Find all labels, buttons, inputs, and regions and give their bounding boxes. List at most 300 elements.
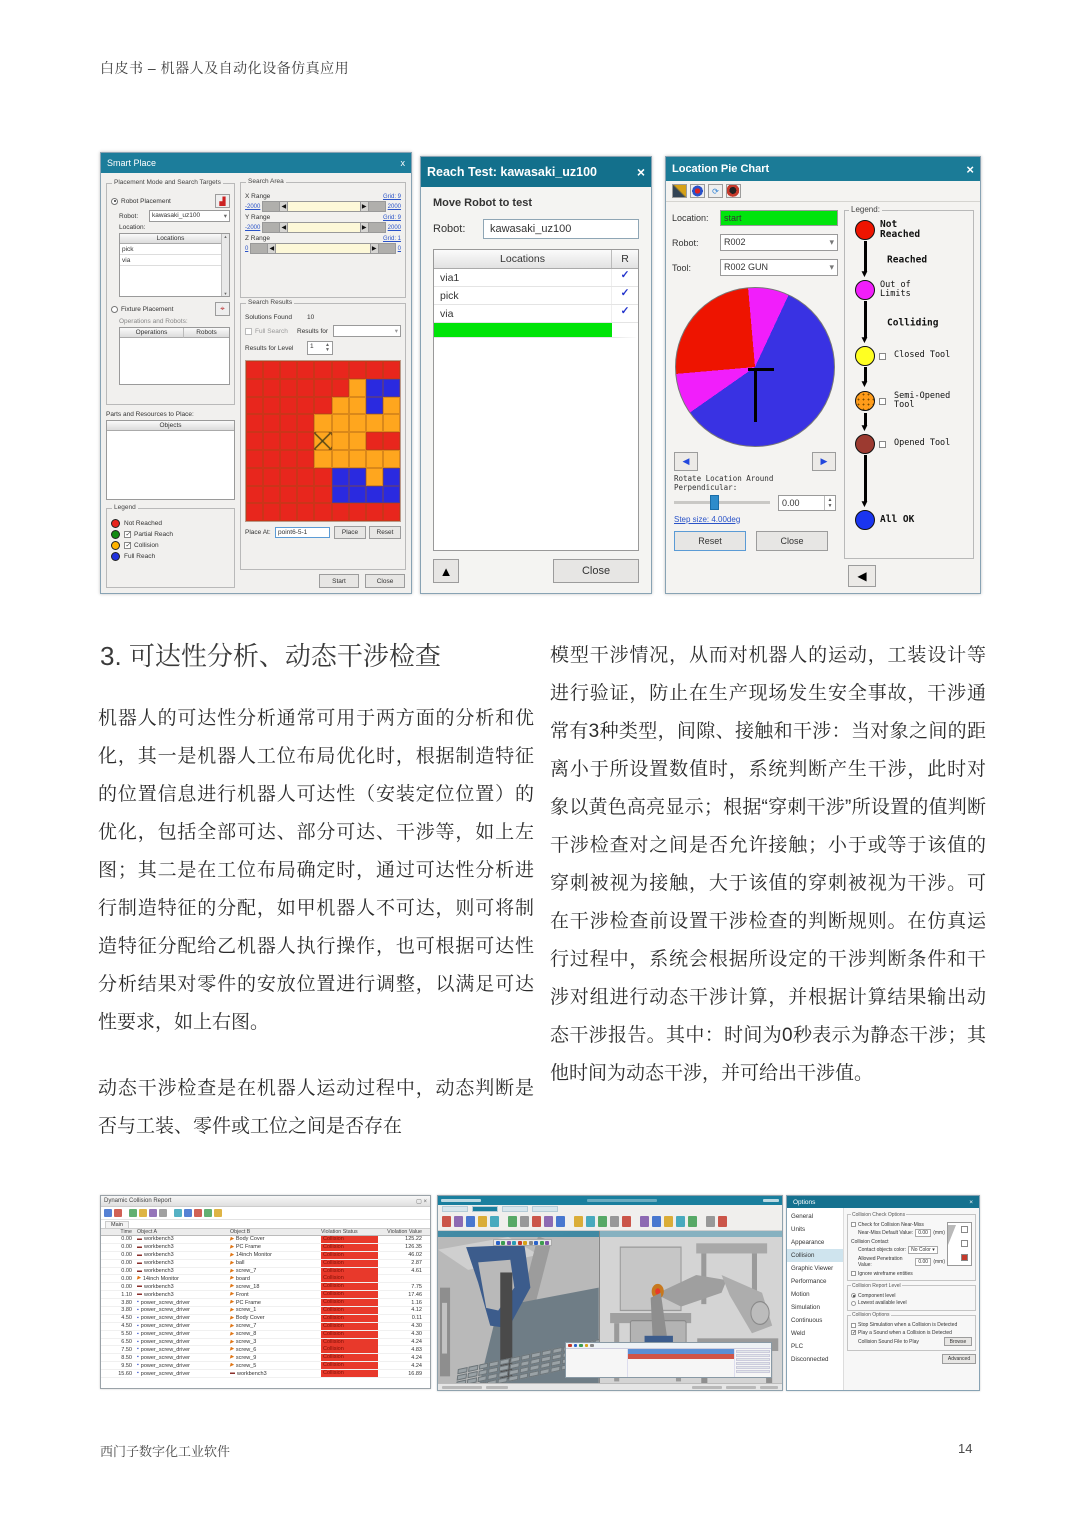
solutions-found-label: Solutions Found (245, 314, 292, 321)
robot-dropdown[interactable]: kawasaki_uz100 ▾ (149, 210, 230, 222)
placement-grid-cell[interactable] (246, 361, 263, 379)
collision-report-row[interactable] (101, 1275, 430, 1283)
pie-legend-arrow (847, 415, 971, 431)
toolbar-icon[interactable] (129, 1209, 137, 1217)
ribbon-icon[interactable] (520, 1216, 529, 1227)
reach-test-titlebar[interactable] (421, 157, 651, 187)
pie-chart-titlebar[interactable] (666, 157, 980, 181)
toolbar-icon[interactable] (149, 1209, 157, 1217)
placement-grid-cell[interactable] (280, 379, 297, 397)
collision-report-row[interactable] (101, 1291, 430, 1299)
placement-grid-cell[interactable] (246, 503, 263, 521)
cell-time: 0.00 (121, 1283, 132, 1290)
cell-time: 7.50 (121, 1346, 132, 1353)
cell-violation-value: 16.89 (408, 1370, 422, 1377)
placement-grid-cell[interactable] (263, 450, 280, 468)
object-type-icon: ▶ (230, 1260, 234, 1266)
placement-grid-cell[interactable] (314, 503, 331, 521)
pie-close-button[interactable]: Close (756, 531, 828, 551)
toolbar-icon[interactable] (214, 1209, 222, 1217)
objects-table[interactable] (106, 420, 235, 500)
placement-grid-cell[interactable] (332, 414, 349, 432)
placement-grid-cell[interactable] (332, 503, 349, 521)
pie-legend-caption: Legend: (851, 205, 880, 214)
placement-grid-cell[interactable] (246, 450, 263, 468)
reach-table-row[interactable] (434, 305, 638, 323)
cell-time: 1.10 (121, 1291, 132, 1298)
smart-place-close-button[interactable]: Close (365, 574, 405, 588)
cell-violation-value: 4.12 (411, 1307, 422, 1314)
column-object-b[interactable]: Object B (230, 1229, 251, 1235)
placement-grid-cell[interactable] (366, 397, 383, 415)
location-name: via (434, 305, 612, 322)
ribbon-icon[interactable] (490, 1216, 499, 1227)
ribbon-toolbar[interactable] (438, 1205, 782, 1231)
pie-legend-label: Opened Tool (894, 438, 951, 449)
stop-simulation-checkbox[interactable] (851, 1323, 856, 1328)
play-sound-checkbox[interactable] (851, 1330, 856, 1335)
placement-grid-cell[interactable] (314, 486, 331, 504)
placement-grid-cell[interactable] (383, 379, 400, 397)
range-min-link[interactable]: -2000 (245, 224, 261, 231)
placement-result-grid[interactable] (245, 360, 401, 522)
ribbon-icon[interactable] (544, 1216, 553, 1227)
placement-grid-cell[interactable] (349, 503, 366, 521)
placement-grid-cell[interactable] (280, 397, 297, 415)
tool-dropdown[interactable]: R002 GUN ▾ (720, 259, 838, 276)
toolbar-icon[interactable] (104, 1209, 112, 1217)
robot-placement-radio[interactable]: Robot Placement (111, 198, 171, 205)
location-input[interactable]: start (720, 210, 838, 226)
placement-grid-cell[interactable] (246, 432, 263, 450)
range-max-link[interactable]: 0 (397, 245, 401, 252)
collision-report-row[interactable] (101, 1252, 430, 1260)
ribbon-icon[interactable] (718, 1216, 727, 1227)
collision-report-title: Dynamic Collision Report (104, 1198, 172, 1204)
reach-table-row[interactable] (434, 287, 638, 305)
contact-color-dropdown[interactable]: No Color ▾ (908, 1246, 938, 1254)
placement-grid-cell[interactable] (366, 450, 383, 468)
locations-scrollbar[interactable]: ▲ ▼ (221, 234, 229, 296)
ribbon-icon[interactable] (706, 1216, 715, 1227)
collision-report-row[interactable] (101, 1283, 430, 1291)
viewport-tool-icon[interactable] (540, 1241, 544, 1245)
window-controls-icons[interactable]: ▢ × (416, 1198, 427, 1205)
placement-grid-cell[interactable] (349, 486, 366, 504)
collision-report-row[interactable] (101, 1354, 430, 1362)
collision-report-row[interactable] (101, 1323, 430, 1331)
placement-grid-cell[interactable] (297, 414, 314, 432)
placement-grid-cell[interactable] (263, 503, 280, 521)
placement-grid-cell[interactable] (383, 450, 400, 468)
placement-grid-cell[interactable] (366, 379, 383, 397)
legend-label: Partial Reach (134, 531, 174, 538)
legend-checkbox[interactable] (124, 542, 131, 549)
grid-count-link[interactable]: Grid: 9 (382, 193, 401, 200)
cell-time: 5.50 (121, 1331, 132, 1338)
refresh-pie-icon[interactable] (690, 184, 705, 198)
placement-grid-cell[interactable] (263, 361, 280, 379)
collision-report-titlebar[interactable] (101, 1196, 430, 1207)
object-type-icon: ▶ (230, 1354, 234, 1361)
collision-report-row[interactable] (101, 1244, 430, 1252)
placement-grid-cell[interactable] (280, 414, 297, 432)
app-titlebar (438, 1196, 782, 1205)
sidebar-item-weld[interactable]: Weld (791, 1330, 805, 1337)
solutions-found-value: 10 (307, 314, 315, 321)
object-type-icon: ▪ (137, 1331, 139, 1337)
placement-grid-cell[interactable] (280, 432, 297, 450)
advanced-button[interactable]: Advanced (942, 1354, 976, 1364)
range-max-link[interactable]: 2000 (387, 224, 401, 231)
placement-grid-cell[interactable] (263, 414, 280, 432)
rotation-slider[interactable] (674, 501, 770, 504)
pie-legend-node (847, 431, 971, 457)
placement-grid-cell[interactable] (280, 486, 297, 504)
robot-settings-icon[interactable] (726, 184, 741, 198)
ribbon-icon[interactable] (454, 1216, 463, 1227)
sidebar-item-collision[interactable]: Collision (787, 1249, 843, 1262)
placement-grid-cell[interactable] (349, 468, 366, 486)
ribbon-icon[interactable] (478, 1216, 487, 1227)
placement-grid-cell[interactable] (246, 414, 263, 432)
toolbar-icon[interactable] (204, 1209, 212, 1217)
placement-grid-cell[interactable] (349, 450, 366, 468)
start-button[interactable]: Start (319, 574, 359, 588)
grid-count-link[interactable]: Grid: 1 (382, 235, 401, 242)
ribbon-icon[interactable] (622, 1216, 631, 1227)
placement-grid-cell[interactable] (246, 397, 263, 415)
collision-viewer-panel[interactable] (565, 1342, 771, 1378)
grid-count-link[interactable]: Grid: 9 (382, 214, 401, 221)
placement-grid-cell[interactable] (332, 379, 349, 397)
cell-object-b: ▶ screw_3 (230, 1339, 257, 1346)
placement-grid-cell[interactable] (280, 503, 297, 521)
viewport-toolbar[interactable] (493, 1239, 553, 1246)
locations-list[interactable] (119, 233, 230, 297)
near-miss-value[interactable]: 0.00 (915, 1229, 931, 1237)
cell-violation-status: Collision (321, 1260, 378, 1267)
column-violation-status[interactable]: Violation Status (321, 1229, 358, 1235)
cell-object-a: ▪ power_screw_driver (137, 1370, 190, 1377)
placement-grid-cell[interactable] (366, 414, 383, 432)
operations-table[interactable] (119, 327, 230, 385)
placement-grid-cell[interactable] (332, 468, 349, 486)
ribbon-icon[interactable] (640, 1216, 649, 1227)
range-slider[interactable]: ◀ ▶ (262, 201, 385, 212)
object-type-icon: ▪ (137, 1323, 139, 1329)
placement-grid-cell[interactable] (297, 468, 314, 486)
ribbon-icon[interactable] (574, 1216, 583, 1227)
range-label: Z Range (245, 235, 270, 242)
range-min-link[interactable]: -2000 (245, 203, 261, 210)
collision-report-row[interactable] (101, 1260, 430, 1268)
viewport-tool-icon[interactable] (534, 1241, 538, 1245)
range-min-link[interactable]: 0 (245, 245, 249, 252)
cell-object-a: ▬ workbench3 (137, 1268, 174, 1274)
collision-report-toolbar[interactable] (101, 1207, 430, 1220)
robot-dropdown[interactable]: R002 ▾ (720, 234, 838, 251)
sidebar-item-simulation[interactable]: Simulation (791, 1304, 820, 1311)
sidebar-item-motion[interactable]: Motion (791, 1291, 810, 1298)
fixture-placement-icon[interactable]: ⌖ (215, 302, 230, 316)
ribbon-icon[interactable] (598, 1216, 607, 1227)
fixture-placement-radio[interactable]: Fixture Placement (111, 306, 173, 313)
placement-grid-cell[interactable] (297, 397, 314, 415)
placement-grid-cell[interactable] (314, 379, 331, 397)
viewport-tool-icon[interactable] (518, 1241, 522, 1245)
placement-grid-cell[interactable] (246, 486, 263, 504)
placement-grid-cell[interactable] (280, 468, 297, 486)
cell-object-b: ▶ Body Cover (230, 1315, 265, 1322)
placement-grid-cell[interactable] (263, 397, 280, 415)
range-slider[interactable]: ◀ ▶ (250, 243, 395, 254)
lowest-level-radio[interactable] (851, 1301, 856, 1306)
results-for-dropdown[interactable]: ▾ (333, 325, 401, 337)
sidebar-item-continuous[interactable]: Continuous (791, 1317, 823, 1324)
ribbon-icon[interactable] (676, 1216, 685, 1227)
placement-grid-cell[interactable] (332, 450, 349, 468)
range-slider[interactable]: ◀ ▶ (262, 222, 385, 233)
collision-report-row[interactable] (101, 1346, 430, 1354)
placement-grid-cell[interactable] (349, 379, 366, 397)
place-at-label: Place At: (245, 529, 271, 537)
placement-grid-cell[interactable] (314, 450, 331, 468)
pie-reset-button[interactable]: Reset (674, 531, 746, 551)
viewport-tool-icon[interactable] (523, 1241, 527, 1245)
toolbar-icon[interactable] (184, 1209, 192, 1217)
placement-grid-cell[interactable] (349, 414, 366, 432)
placement-grid-cell[interactable] (383, 361, 400, 379)
cell-object-a: ▬ workbench3 (137, 1283, 174, 1290)
placement-grid-cell[interactable] (332, 397, 349, 415)
jump-to-location-icon[interactable]: ▲ (433, 559, 459, 583)
placement-grid-cell[interactable] (349, 361, 366, 379)
placement-grid-cell[interactable] (314, 414, 331, 432)
ribbon-icon[interactable] (508, 1216, 517, 1227)
cell-violation-value: 125.22 (405, 1236, 422, 1243)
placement-grid-cell[interactable] (280, 450, 297, 468)
ribbon-icon[interactable] (586, 1216, 595, 1227)
reach-test-close-button[interactable]: Close (553, 559, 639, 583)
ribbon-icon[interactable] (664, 1216, 673, 1227)
pie-legend-checkbox[interactable] (879, 353, 886, 360)
placement-grid-cell[interactable] (383, 503, 400, 521)
placement-grid-cell[interactable] (383, 432, 400, 450)
range-slider-row (245, 243, 401, 254)
close-icon[interactable]: × (969, 1198, 973, 1206)
toolbar-icon[interactable] (194, 1209, 202, 1217)
pie-legend-color-dot (855, 220, 875, 240)
placement-grid-cell[interactable] (383, 414, 400, 432)
collision-report-row[interactable] (101, 1370, 430, 1378)
ribbon-icon[interactable] (610, 1216, 619, 1227)
range-slider-row (245, 222, 401, 233)
viewport-tool-icon[interactable] (512, 1241, 516, 1245)
placement-grid-cell[interactable] (263, 379, 280, 397)
viewport-tool-icon[interactable] (529, 1241, 533, 1245)
placement-grid-cell[interactable] (349, 397, 366, 415)
column-object-a[interactable]: Object A (137, 1229, 158, 1235)
close-icon[interactable]: x (400, 158, 405, 168)
wireframe-checkbox[interactable] (851, 1271, 856, 1276)
page-number: 14 (958, 1441, 973, 1456)
step-size-link[interactable]: Step size: 4.00deg (674, 514, 741, 524)
cell-violation-status: Collision (321, 1362, 378, 1369)
placement-grid-cell[interactable] (263, 468, 280, 486)
legend-label: Collision (134, 542, 159, 549)
previous-location-icon[interactable]: ◀ (848, 565, 876, 587)
placement-grid-cell[interactable] (332, 361, 349, 379)
rotate-left-button[interactable]: ◀ (674, 452, 698, 471)
collision-report-row[interactable] (101, 1299, 430, 1307)
sidebar-item-graphic-viewer[interactable]: Graphic Viewer (791, 1265, 834, 1272)
ribbon-icon[interactable] (556, 1216, 565, 1227)
ribbon-icon[interactable] (466, 1216, 475, 1227)
toolbar-icon[interactable] (159, 1209, 167, 1217)
ribbon-icon[interactable] (652, 1216, 661, 1227)
placement-grid-cell[interactable] (314, 361, 331, 379)
placement-grid-cell[interactable] (383, 468, 400, 486)
placement-grid-cell[interactable] (383, 486, 400, 504)
placement-grid-cell[interactable] (314, 468, 331, 486)
toolbar-icon[interactable] (174, 1209, 182, 1217)
sidebar-item-appearance[interactable]: Appearance (791, 1239, 825, 1246)
placement-grid-cell[interactable] (332, 486, 349, 504)
cell-time: 0.00 (121, 1236, 132, 1243)
placement-grid-cell[interactable] (263, 432, 280, 450)
collision-report-row[interactable] (101, 1362, 430, 1370)
placement-grid-cell[interactable] (246, 468, 263, 486)
pie-legend-label: Closed Tool (894, 350, 951, 361)
pie-legend-node (847, 507, 971, 533)
viewport-tool-icon[interactable] (501, 1241, 505, 1245)
placement-grid-cell[interactable] (280, 361, 297, 379)
collision-report-row[interactable] (101, 1236, 430, 1244)
selected-location-highlight[interactable] (434, 323, 638, 338)
tab-main[interactable]: Main (105, 1221, 129, 1228)
smart-place-titlebar[interactable] (101, 153, 411, 173)
placement-grid-cell[interactable] (263, 486, 280, 504)
object-type-icon: ▶ (230, 1315, 234, 1321)
placement-grid-cell[interactable] (366, 503, 383, 521)
pie-legend-checkbox[interactable] (879, 441, 886, 448)
sidebar-item-disconnected[interactable]: Disconnected (791, 1356, 829, 1363)
placement-grid-cell[interactable] (297, 432, 314, 450)
reach-table-row[interactable] (434, 269, 638, 287)
placement-grid-cell[interactable] (349, 432, 366, 450)
reset-button[interactable]: Reset (369, 526, 401, 539)
collision-report-row[interactable] (101, 1331, 430, 1339)
rotate-right-button[interactable]: ▶ (812, 452, 836, 471)
browse-button[interactable]: Browse (944, 1337, 972, 1346)
placement-grid-cell[interactable] (297, 486, 314, 504)
collision-report-row[interactable] (101, 1307, 430, 1315)
edit-icon[interactable] (672, 184, 687, 198)
viewport-tool-icon[interactable] (545, 1241, 549, 1245)
ribbon-icon[interactable] (442, 1216, 451, 1227)
object-type-icon: ▶ (230, 1252, 234, 1258)
angle-spinner[interactable]: 0.00 ▲ ▼ (778, 495, 836, 511)
place-at-input[interactable]: point6-5-1 (275, 527, 330, 538)
collision-check-options-group: Collision Check Options Check for Collision Near-Miss Near-Miss Default Value: 0.00 (mm) Collision Contact Contact objects color: No Color ▾ Allowed Penetration Value: 0.00 (mm) Ignore wireframe entities (847, 1214, 976, 1281)
full-search-checkbox[interactable]: Full Search (245, 328, 297, 335)
collision-report-row[interactable] (101, 1268, 430, 1276)
near-miss-checkbox[interactable] (851, 1222, 856, 1227)
options-titlebar[interactable] (787, 1196, 979, 1208)
range-header (245, 235, 401, 242)
rotate-icon[interactable]: ⟳ (708, 184, 723, 198)
sidebar-item-general[interactable]: General (791, 1213, 814, 1220)
placement-grid-cell[interactable] (314, 432, 331, 450)
collision-report-row[interactable] (101, 1339, 430, 1347)
placement-grid-cell[interactable] (366, 361, 383, 379)
location-list-item[interactable]: via (120, 255, 221, 266)
cell-object-b: ▶ screw_8 (230, 1331, 257, 1338)
robot-input[interactable]: kawasaki_uz100 (483, 219, 639, 239)
placement-grid-cell[interactable] (314, 397, 331, 415)
placement-grid-cell[interactable] (297, 450, 314, 468)
cell-object-b: ▶ 14inch Monitor (230, 1252, 272, 1259)
viewport-tool-icon[interactable] (507, 1241, 511, 1245)
placement-grid-cell[interactable] (332, 432, 349, 450)
options-sidebar[interactable] (787, 1208, 844, 1390)
ribbon-icon[interactable] (532, 1216, 541, 1227)
placement-grid-cell[interactable] (366, 468, 383, 486)
cell-time: 4.50 (121, 1315, 132, 1322)
legend-checkbox[interactable] (124, 531, 131, 538)
reach-locations-table[interactable] (433, 249, 639, 551)
close-icon[interactable]: × (966, 161, 974, 177)
column-violation-value[interactable]: Violation Value (387, 1229, 422, 1235)
collision-report-row[interactable] (101, 1315, 430, 1323)
placement-grid-cell[interactable] (366, 432, 383, 450)
sidebar-item-units[interactable]: Units (791, 1226, 806, 1233)
reached-check-icon: ✓ (620, 287, 630, 299)
cell-object-a: ▪ power_screw_driver (137, 1299, 190, 1306)
placement-grid-cell[interactable] (246, 379, 263, 397)
placement-grid-cell[interactable] (297, 503, 314, 521)
sidebar-item-performance[interactable]: Performance (791, 1278, 827, 1285)
range-max-link[interactable]: 2000 (387, 203, 401, 210)
column-time[interactable]: Time (120, 1229, 132, 1235)
toolbar-icon[interactable] (139, 1209, 147, 1217)
cell-violation-value: 46.02 (408, 1252, 422, 1259)
results-level-spinner[interactable]: 1 ▲ ▼ (307, 341, 333, 355)
viewport-tool-icon[interactable] (496, 1241, 500, 1245)
legend-item (111, 519, 230, 528)
body-text-left-column (98, 700, 534, 1174)
placement-grid-cell[interactable] (297, 379, 314, 397)
component-level-radio[interactable] (851, 1293, 856, 1298)
close-icon[interactable]: × (636, 164, 645, 180)
ribbon-icon[interactable] (688, 1216, 697, 1227)
placement-grid-cell[interactable] (297, 361, 314, 379)
location-list-item[interactable]: pick (120, 244, 221, 255)
location-pie-chart[interactable] (672, 284, 838, 450)
placement-grid-cell[interactable] (366, 486, 383, 504)
place-button[interactable]: Place (334, 526, 366, 539)
cell-object-b: ▶ PC Frame (230, 1244, 261, 1251)
penetration-value[interactable]: 0.00 (915, 1258, 931, 1266)
toolbar-icon[interactable] (114, 1209, 122, 1217)
sidebar-item-plc[interactable]: PLC (791, 1343, 804, 1350)
pie-legend-checkbox[interactable] (879, 398, 886, 405)
range-header (245, 193, 401, 200)
placement-grid-cell[interactable] (383, 397, 400, 415)
robot-placement-icon[interactable]: ▟ (215, 194, 230, 208)
cell-violation-status: Collision (321, 1236, 378, 1243)
